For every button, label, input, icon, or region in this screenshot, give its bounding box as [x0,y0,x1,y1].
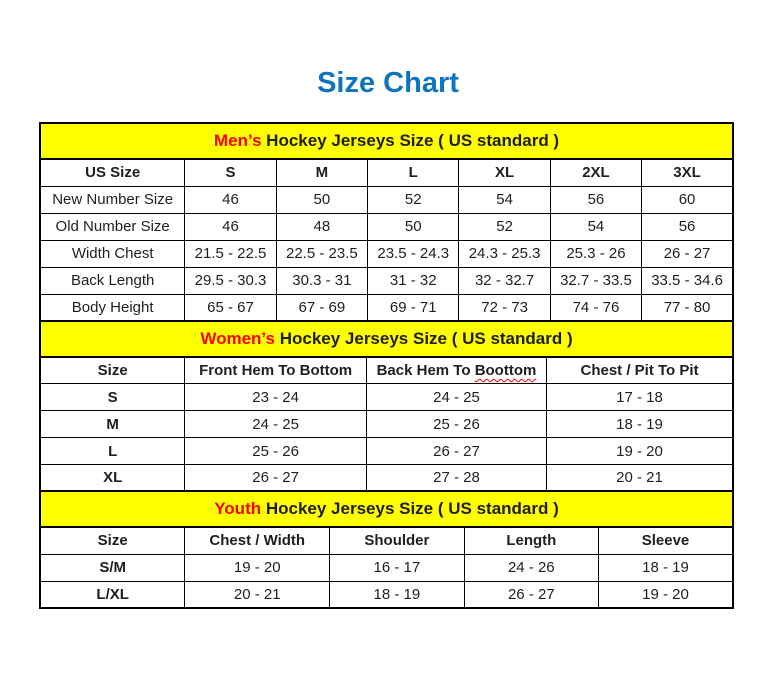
column-header-cell: Chest / Pit To Pit [547,357,733,384]
value-cell: 46 [185,213,276,240]
table-row [40,186,733,213]
mens-header-row [40,159,733,186]
value-cell: 33.5 - 34.6 [642,267,733,294]
value-cell: 54 [550,213,641,240]
value-cell: 52 [368,186,459,213]
value-cell: 18 - 19 [330,581,464,608]
youth-section-title [40,491,733,527]
value-cell: 29.5 - 30.3 [185,267,276,294]
column-header-cell: Length [464,527,598,554]
value-cell: 17 - 18 [547,384,733,411]
value-cell: 65 - 67 [185,294,276,321]
value-cell: 26 - 27 [185,465,367,492]
value-cell: 18 - 19 [547,411,733,438]
column-header-cell: Sleeve [599,527,733,554]
value-cell: 74 - 76 [550,294,641,321]
value-cell: 16 - 17 [330,554,464,581]
column-header-cell: Front Hem To Bottom [185,357,367,384]
row-label-cell: New Number Size [40,186,185,213]
value-cell: 24 - 25 [366,384,546,411]
mens-size-table [39,122,734,322]
row-label-cell: Old Number Size [40,213,185,240]
value-cell: 24 - 26 [464,554,598,581]
value-cell: 72 - 73 [459,294,550,321]
value-cell: 25 - 26 [185,438,367,465]
value-cell: 21.5 - 22.5 [185,240,276,267]
row-label-cell: L [40,438,185,465]
youth-header-row [40,527,733,554]
womens-section-title-text: Hockey Jerseys Size ( US standard ) [274,328,573,348]
value-cell: 26 - 27 [464,581,598,608]
table-row [40,240,733,267]
table-row [40,267,733,294]
youth-section-title-highlight: Youth [214,499,262,518]
youth-band-row [40,491,733,527]
column-header-cell: S [185,159,276,186]
row-label-cell: Back Length [40,267,185,294]
column-header-cell: 2XL [550,159,641,186]
row-label-cell: Width Chest [40,240,185,267]
value-cell: 25 - 26 [366,411,546,438]
value-cell: 24 - 25 [185,411,367,438]
value-cell: 60 [642,186,733,213]
value-cell: 46 [185,186,276,213]
column-header-cell: Back Hem To Boottom [366,357,546,384]
value-cell: 24.3 - 25.3 [459,240,550,267]
womens-section-title [40,321,733,357]
table-row [40,411,733,438]
column-header-cell: Size [40,527,185,554]
row-label-cell: L/XL [40,581,185,608]
value-cell: 22.5 - 23.5 [276,240,367,267]
column-header-cell: Size [40,357,185,384]
value-cell: 56 [642,213,733,240]
youth-section-title-text: Hockey Jerseys Size ( US standard ) [261,499,559,518]
table-row [40,581,733,608]
value-cell: 54 [459,186,550,213]
size-tables [39,122,734,609]
table-row [40,465,733,492]
value-cell: 56 [550,186,641,213]
value-cell: 52 [459,213,550,240]
value-cell: 50 [368,213,459,240]
column-header-cell: US Size [40,159,185,186]
value-cell: 20 - 21 [547,465,733,492]
table-row [40,213,733,240]
value-cell: 67 - 69 [276,294,367,321]
value-cell: 19 - 20 [547,438,733,465]
womens-size-table [39,320,734,493]
column-header-cell: Shoulder [330,527,464,554]
value-cell: 19 - 20 [185,554,330,581]
row-label-cell: M [40,411,185,438]
value-cell: 30.3 - 31 [276,267,367,294]
value-cell: 25.3 - 26 [550,240,641,267]
mens-section-title-highlight: Men’s [213,131,262,150]
table-row [40,438,733,465]
womens-section-title-highlight: Women’s [200,328,275,348]
misspelled-word: Boottom [474,361,537,379]
column-header-cell: XL [459,159,550,186]
row-label-cell: XL [40,465,185,492]
value-cell: 26 - 27 [366,438,546,465]
column-header-cell: L [368,159,459,186]
value-cell: 27 - 28 [366,465,546,492]
value-cell: 31 - 32 [368,267,459,294]
table-row [40,294,733,321]
womens-band-row [40,321,733,357]
youth-size-table [39,490,734,609]
value-cell: 20 - 21 [185,581,330,608]
row-label-cell: S [40,384,185,411]
column-header-cell: 3XL [642,159,733,186]
value-cell: 48 [276,213,367,240]
value-cell: 23 - 24 [185,384,367,411]
table-row [40,384,733,411]
value-cell: 26 - 27 [642,240,733,267]
mens-band-row [40,123,733,159]
mens-section-title [40,123,733,159]
page-title: Size Chart [317,67,459,99]
value-cell: 77 - 80 [642,294,733,321]
value-cell: 19 - 20 [599,581,733,608]
column-header-cell: Chest / Width [185,527,330,554]
value-cell: 18 - 19 [599,554,733,581]
row-label-cell: S/M [40,554,185,581]
value-cell: 32.7 - 33.5 [550,267,641,294]
column-header-cell: M [276,159,367,186]
womens-header-row [40,357,733,384]
value-cell: 50 [276,186,367,213]
value-cell: 32 - 32.7 [459,267,550,294]
value-cell: 23.5 - 24.3 [368,240,459,267]
row-label-cell: Body Height [40,294,185,321]
mens-section-title-text: Hockey Jerseys Size ( US standard ) [261,131,560,150]
value-cell: 69 - 71 [368,294,459,321]
table-row [40,554,733,581]
